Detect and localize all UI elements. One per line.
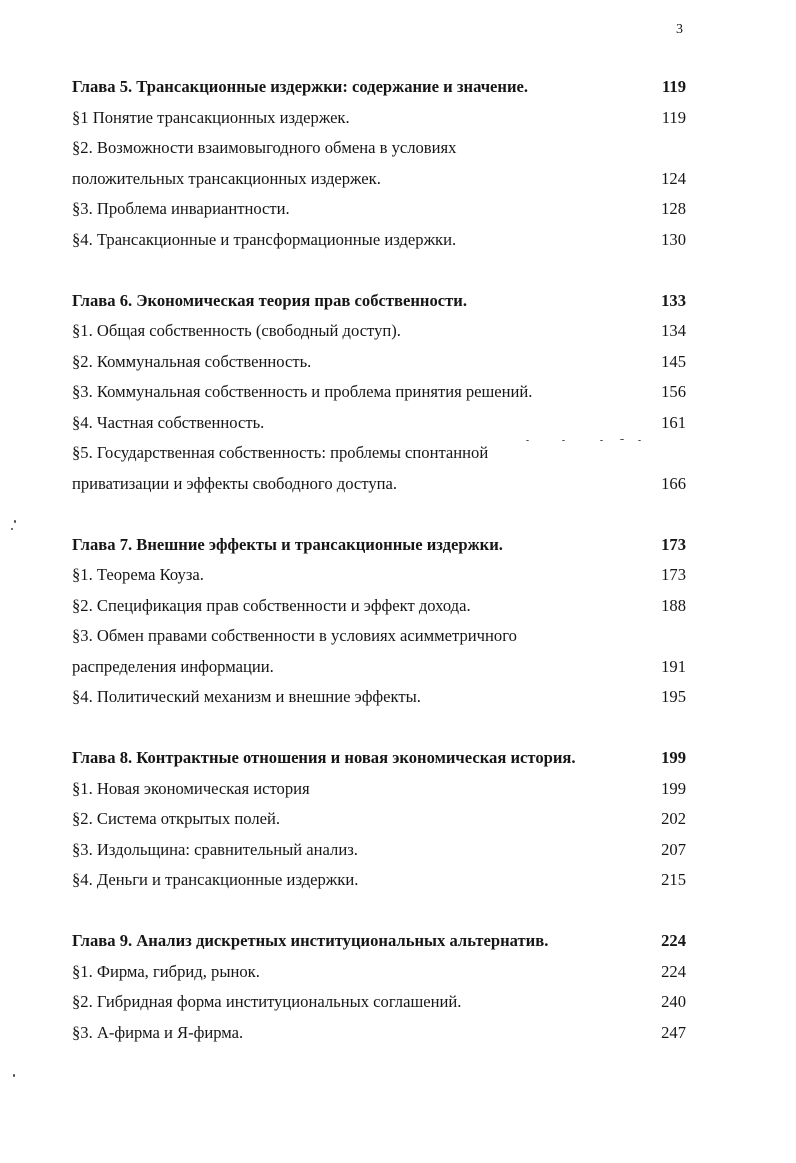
section-page: 247: [661, 1022, 686, 1042]
chapter-title: Глава 9. Анализ дискретных институциональных альтернатив.: [72, 931, 549, 950]
chapter-heading[interactable]: [72, 530, 686, 561]
section-title: §3. Издольщина: сравнительный анализ.: [72, 839, 358, 859]
section-title: §2. Система открытых полей.: [72, 809, 281, 828]
section-title: §1. Общая собственность (свободный доступ).: [72, 321, 401, 340]
section-title: §2. Гибридная форма институциональных соглашений.: [72, 992, 462, 1011]
toc-entry[interactable]: [72, 408, 686, 439]
toc-entry[interactable]: [72, 377, 686, 408]
chapter-8: [72, 743, 686, 896]
toc-entry[interactable]: [72, 804, 686, 835]
chapter-page: 119: [662, 77, 686, 96]
section-page: 202: [661, 809, 686, 828]
section-title: §2. Коммунальная собственность.: [72, 351, 312, 371]
section-page: 195: [661, 687, 686, 706]
section-title: §1. Фирма, гибрид, рынок.: [72, 961, 260, 981]
section-title-continuation: приватизации и эффекты свободного доступа.: [72, 473, 398, 493]
section-title-continuation: распределения информации.: [72, 656, 274, 676]
section-title: §4. Деньги и трансакционные издержки.: [72, 870, 359, 889]
chapter-title: Глава 5. Трансакционные издержки: содержание и значение.: [72, 77, 529, 96]
toc-entry[interactable]: [72, 560, 686, 591]
chapter-heading[interactable]: [72, 926, 686, 957]
chapter-5: [72, 72, 686, 255]
section-page: 156: [661, 382, 686, 401]
chapter-page: 199: [661, 748, 686, 767]
section-title: §3. Коммунальная собственность и проблема принятия решений.: [72, 382, 533, 401]
section-title: §4. Трансакционные и трансформационные издержки.: [72, 229, 457, 249]
toc-entry[interactable]: [72, 347, 686, 378]
toc-entry[interactable]: [72, 987, 686, 1018]
toc-entry[interactable]: [72, 225, 686, 256]
chapter-title: Глава 6. Экономическая теория прав собственности.: [72, 290, 467, 310]
chapter-page: 224: [661, 931, 686, 950]
chapter-9: [72, 926, 686, 1048]
toc-entry[interactable]: [72, 133, 686, 164]
toc-entry[interactable]: [72, 591, 686, 622]
section-page: 145: [661, 351, 686, 371]
scan-speck: [13, 1074, 15, 1077]
toc-entry[interactable]: [72, 194, 686, 225]
section-page: 119: [661, 107, 686, 127]
chapter-heading[interactable]: [72, 743, 686, 774]
toc-entry[interactable]: [72, 774, 686, 805]
scan-speck: [11, 528, 13, 530]
chapter-title: Глава 8. Контрактные отношения и новая экономическая история.: [72, 748, 576, 767]
section-page: 130: [661, 229, 686, 249]
section-title: §2. Спецификация прав собственности и эффект дохода.: [72, 595, 471, 615]
scan-speck: [526, 440, 529, 441]
section-title: §2. Возможности взаимовыгодного обмена в условиях: [72, 138, 457, 157]
toc-entry[interactable]: [72, 865, 686, 896]
section-page: 128: [661, 199, 686, 218]
section-page: 191: [661, 656, 686, 676]
chapter-page: 173: [661, 534, 686, 554]
section-title: §5. Государственная собственность: проблемы спонтанной: [72, 443, 489, 462]
toc-entry[interactable]: [72, 1018, 686, 1049]
scan-speck: [638, 440, 641, 441]
page-number: 3: [676, 22, 683, 37]
section-title-continuation: положительных трансакционных издержек.: [72, 168, 381, 188]
section-title: §1. Новая экономическая история: [72, 778, 310, 798]
section-title: §4. Частная собственность.: [72, 412, 265, 432]
section-title: §3. А-фирма и Я-фирма.: [72, 1022, 244, 1042]
scan-speck: [14, 520, 16, 523]
chapter-7: [72, 530, 686, 713]
toc-entry-continuation[interactable]: [72, 469, 686, 500]
toc-entry[interactable]: [72, 621, 686, 652]
toc-entry[interactable]: [72, 682, 686, 713]
section-page: 199: [661, 778, 686, 798]
chapter-page: 133: [661, 290, 686, 310]
section-page: 161: [661, 412, 686, 432]
section-page: 124: [661, 168, 686, 188]
section-page: 134: [661, 321, 686, 340]
section-title: §3. Проблема инвариантности.: [72, 199, 290, 218]
toc-entry-continuation[interactable]: [72, 164, 686, 195]
section-page: 240: [661, 992, 686, 1011]
section-page: 215: [661, 870, 686, 889]
toc-entry[interactable]: [72, 957, 686, 988]
toc-entry[interactable]: [72, 438, 686, 469]
chapter-heading[interactable]: [72, 286, 686, 317]
section-title: §1 Понятие трансакционных издержек.: [72, 107, 350, 127]
chapter-6: [72, 286, 686, 500]
chapter-title: Глава 7. Внешние эффекты и трансакционные издержки.: [72, 534, 503, 554]
section-title: §3. Обмен правами собственности в условиях асимметричного: [72, 626, 517, 645]
scan-speck: [562, 440, 565, 441]
section-page: 188: [661, 595, 686, 615]
toc-entry[interactable]: [72, 835, 686, 866]
toc-entry[interactable]: [72, 103, 686, 134]
section-page: 224: [661, 961, 686, 981]
scan-speck: [620, 439, 624, 440]
chapter-heading[interactable]: [72, 72, 686, 103]
scan-speck: [600, 440, 603, 441]
toc-entry-continuation[interactable]: [72, 652, 686, 683]
section-page: 207: [661, 839, 686, 859]
table-of-contents: [72, 72, 686, 1079]
section-page: 173: [661, 565, 686, 584]
section-title: §1. Теорема Коуза.: [72, 565, 204, 584]
toc-entry[interactable]: [72, 316, 686, 347]
section-title: §4. Политический механизм и внешние эффекты.: [72, 687, 421, 706]
section-page: 166: [661, 473, 686, 493]
